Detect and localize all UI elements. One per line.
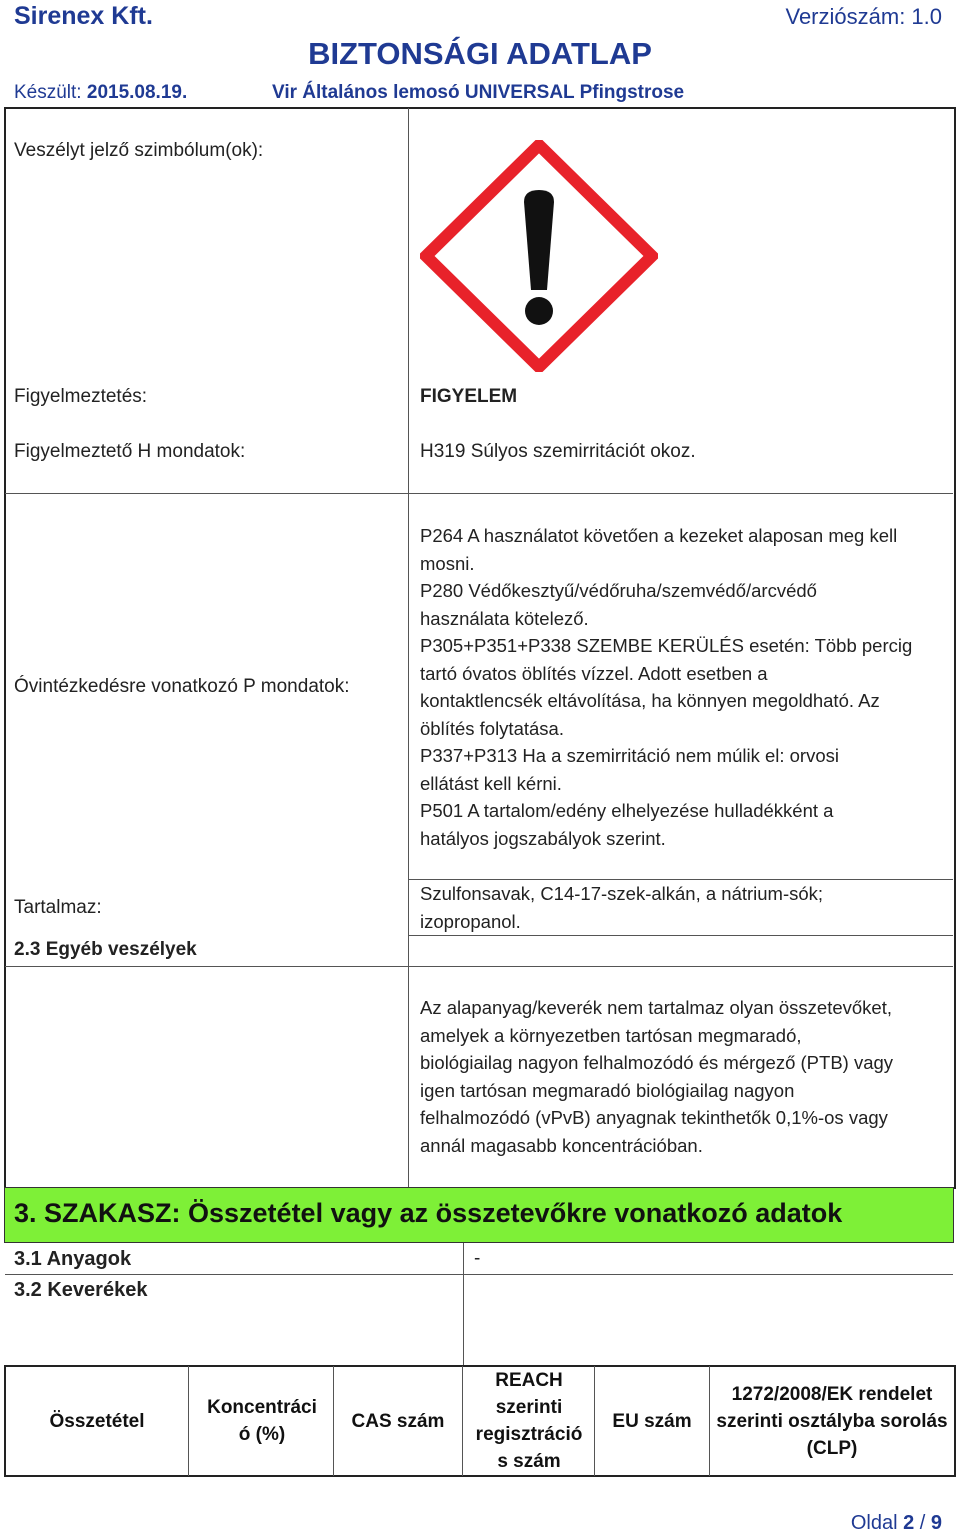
p-statement-line: P337+P313 Ha a szemirritáció nem múlik el: orvosi bbox=[420, 745, 839, 766]
row-divider bbox=[5, 966, 409, 967]
other-hazards-line: biológiailag nagyon felhalmozódó és mérgező (PTB) vagy bbox=[420, 1052, 894, 1073]
contains-value bbox=[420, 880, 950, 935]
h-statements-value: H319 Súlyos szemirritációt okoz. bbox=[420, 441, 696, 462]
other-hazards-value bbox=[420, 994, 950, 1159]
other-hazards-line: felhalmozódó (vPvB) anyagnak tekinthetők 0,1%-os vagy bbox=[420, 1107, 888, 1128]
p-statement-line: mosni. bbox=[420, 552, 475, 574]
substances-value: - bbox=[474, 1248, 481, 1269]
page-current: 2 bbox=[903, 1512, 915, 1534]
contains-line: Szulfonsavak, C14-17-szek-alkán, a nátrium-sók; bbox=[420, 883, 824, 904]
h-statements-label: Figyelmeztető H mondatok: bbox=[14, 441, 246, 462]
other-hazards-line: annál magasabb koncentrációban. bbox=[420, 1134, 703, 1156]
column-divider bbox=[709, 1366, 710, 1476]
column-header-eu-number: EU szám bbox=[612, 1410, 692, 1432]
p-statements-label: Óvintézkedésre vonatkozó P mondatok: bbox=[14, 676, 350, 697]
column-header-concentration: Koncentráci ó (%) bbox=[207, 1397, 317, 1445]
column-divider bbox=[462, 1366, 463, 1476]
p-statement-line: P305+P351+P338 SZEMBE KERÜLÉS esetén: Több percig bbox=[420, 635, 913, 656]
column-header-cas: CAS szám bbox=[351, 1410, 445, 1432]
page-number bbox=[851, 1512, 942, 1535]
column-header-clp: 1272/2008/EK rendelet szerinti osztályba sorolás (CLP) bbox=[716, 1383, 948, 1459]
substances-label: 3.1 Anyagok bbox=[14, 1248, 132, 1270]
p-statement-line: hatályos jogszabályok szerint. bbox=[420, 827, 666, 849]
page-separator: / bbox=[914, 1512, 931, 1534]
date-label: Készült: bbox=[14, 82, 87, 103]
p-statement-line: P501 A tartalom/edény elhelyezése hulladékként a bbox=[420, 800, 834, 821]
signal-word-label: Figyelmeztetés: bbox=[14, 386, 148, 407]
contains-line: izopropanol. bbox=[420, 910, 521, 932]
date-value: 2015.08.19. bbox=[86, 82, 188, 103]
other-hazards-line: Az alapanyag/keverék nem tartalmaz olyan összetevőket, bbox=[420, 997, 892, 1018]
creation-date bbox=[14, 82, 187, 104]
p-statement-line: ellátást kell kérni. bbox=[420, 772, 562, 794]
product-name: Vir Általános lemosó UNIVERSAL Pfingstrose bbox=[272, 82, 685, 103]
row-divider bbox=[5, 1274, 953, 1275]
other-hazards-line: amelyek a környezetben tartósan megmaradó, bbox=[420, 1024, 802, 1046]
column-header-reach: REACH szerinti regisztráció s szám bbox=[475, 1370, 583, 1472]
mixtures-label: 3.2 Keverékek bbox=[14, 1279, 148, 1301]
column-divider bbox=[188, 1366, 189, 1476]
p-statement-line: P264 A használatot követően a kezeket alaposan meg kell bbox=[420, 525, 898, 546]
company-name: Sirenex Kft. bbox=[14, 2, 153, 30]
section-3-title: 3. SZAKASZ: Összetétel vagy az összetevőkre vonatkozó adatok bbox=[14, 1198, 843, 1228]
version-number: Verziószám: 1.0 bbox=[785, 4, 942, 29]
hazard-symbol-label: Veszélyt jelző szimbólum(ok): bbox=[14, 140, 264, 161]
p-statement-line: használata kötelező. bbox=[420, 607, 589, 629]
row-divider bbox=[408, 966, 953, 967]
other-hazards-line: igen tartósan megmaradó biológiailag nagyon bbox=[420, 1079, 795, 1101]
p-statement-line: öblítés folytatása. bbox=[420, 717, 564, 739]
page-label: Oldal bbox=[850, 1512, 904, 1534]
hazard-table-divider bbox=[408, 108, 409, 1187]
p-statement-line: kontaktlencsék eltávolítása, ha könnyen megoldható. Az bbox=[420, 690, 880, 711]
row-divider bbox=[408, 935, 953, 936]
other-hazards-label: 2.3 Egyéb veszélyek bbox=[14, 939, 197, 960]
page-total: 9 bbox=[930, 1512, 942, 1534]
row-divider bbox=[5, 493, 953, 494]
p-statements-value bbox=[420, 522, 950, 852]
document-title: BIZTONSÁGI ADATLAP bbox=[308, 36, 652, 71]
p-statement-line: P280 Védőkesztyű/védőruha/szemvédő/arcvédő bbox=[420, 580, 817, 601]
ghs07-exclamation-mark-icon bbox=[420, 140, 658, 372]
column-divider bbox=[463, 1243, 464, 1366]
column-header-composition: Összetétel bbox=[49, 1410, 145, 1432]
signal-word-value: FIGYELEM bbox=[420, 386, 518, 407]
p-statement-line: tartó óvatos öblítés vízzel. Adott esetben a bbox=[420, 662, 768, 684]
contains-label: Tartalmaz: bbox=[14, 897, 102, 918]
